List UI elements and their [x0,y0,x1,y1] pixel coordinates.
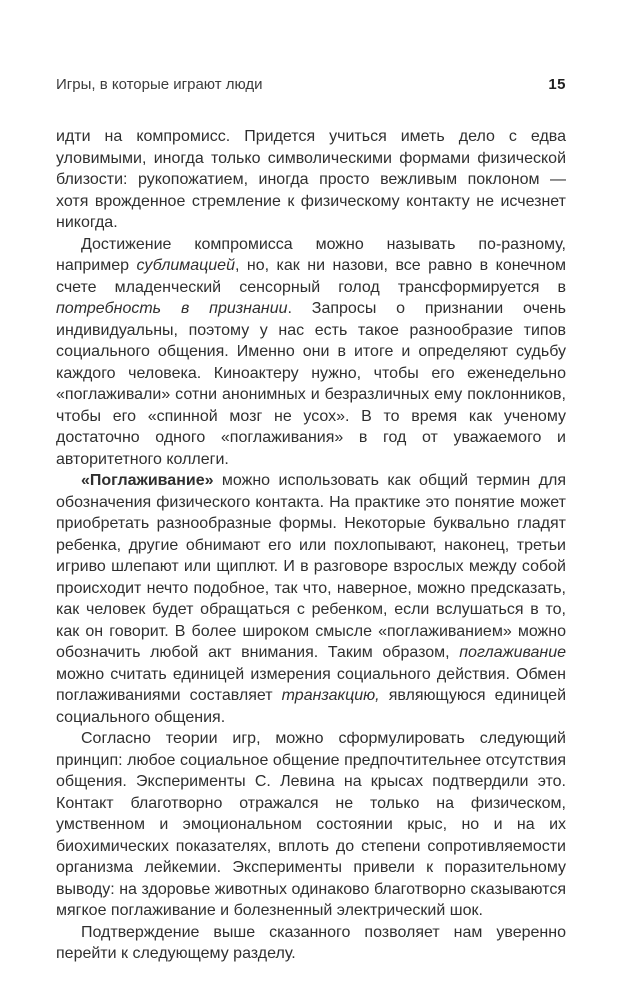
running-title: Игры, в которые играют люди [56,76,263,93]
paragraph [56,728,566,922]
text-segment: можно использовать как общий термин для обозначения физического контакта. На практике это понятие может приобретать разнообразные формы. Некоторые буквально гладят ребенка, другие обнимают его или похлопывают, наконец, третьи игриво шлепают или щиплют. И в разговоре взрослых между собой происходит нечто подобное, так что, наверное, можно предсказать, как человек будет обращаться с ребенком, если вслушаться в то, как он говорит. В более широком смысле «поглаживанием» можно обозначить любой акт внимания. Таким образом, [56,472,566,661]
text-segment: являющуюся единицей социального общения. [56,687,567,726]
page-number: 15 [548,76,566,93]
text-segment: Достижение компромисса можно называть по-разному, например [56,235,566,274]
text-segment: Согласно теории игр, можно сформулировать следующий принцип: любое социальное общение предпочтительнее отсутствия общения. Эксперименты С. Левина на крысах подтвердили это. Контакт благотворно отражался не только на физическом, умственном и эмоциональном состоянии крыс, но и на их биохимических показателях, вплоть до степени сопротивляемости организма лейкемии. Эксперименты привели к поразительному выводу: на здоровье животных одинаково благотворно сказываются мягкое поглаживание и болезненный электрический шок. [56,730,566,919]
text-segment: . Запросы о признании очень индивидуальны, поэтому у нас есть такое разнообразие типов социального общения. Именно они в итоге и определяют судьбу каждого человека. Киноактеру нужно, чтобы его еженедельно «поглаживали» сотни анонимных и безразличных ему поклонников, чтобы его «спинной мозг не усох». В то время как ученому достаточно одного «поглаживания» в год от уважаемого и авторитетного коллеги. [56,300,566,468]
text-segment: транзакцию, [281,687,380,704]
body-text [56,126,566,965]
paragraph [56,234,566,471]
running-header [56,76,566,94]
paragraph [56,922,566,965]
text-segment: можно считать единицей измерения социального действия. Обмен поглаживаниями составляет [56,665,566,704]
text-segment: идти на компромисс. Придется учиться иметь дело с едва уловимыми, иногда только символическими формами физической близости: рукопожатием, иногда просто вежливым поклоном — хотя врожденное стремление к физическому контакту не исчезнет никогда. [56,128,566,231]
paragraph [56,126,566,234]
text-segment: потребность в признании [56,300,288,317]
text-segment: , но, как ни назови, все равно в конечном счете младенческий сенсорный голод трансформируется в [56,257,566,296]
text-segment: сублимацией [136,257,235,274]
text-segment: поглаживание [459,644,566,661]
text-segment: Подтверждение выше сказанного позволяет нам уверенно перейти к следующему разделу. [56,923,566,962]
text-segment: «Поглаживание» [81,472,214,489]
paragraph [56,470,566,728]
